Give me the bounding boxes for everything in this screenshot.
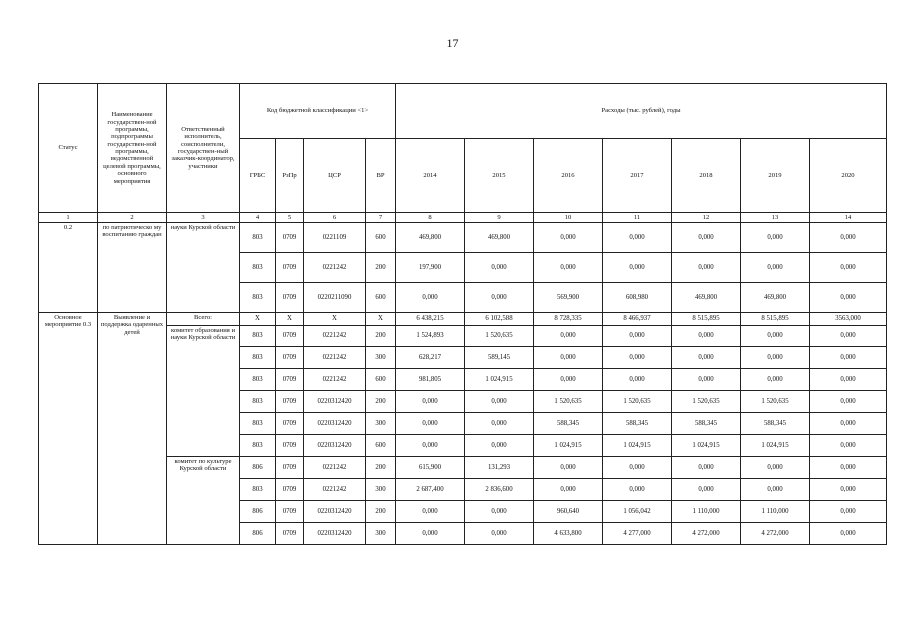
- rzpr-cell: 0709: [276, 283, 304, 313]
- amount-cell: 0,000: [534, 369, 603, 391]
- amount-cell: 4 272,000: [741, 523, 810, 545]
- csr-cell: 0221242: [304, 457, 366, 479]
- csr-cell: 0220312420: [304, 501, 366, 523]
- name-cell: по патриотическо му воспитанию граждан: [98, 223, 167, 313]
- amount-cell: 2 687,400: [396, 479, 465, 501]
- name-cell: Выявление и поддержка одаренных детей: [98, 313, 167, 545]
- grbs-cell: 803: [240, 223, 276, 253]
- amount-cell: 0,000: [741, 253, 810, 283]
- amount-cell: 0,000: [741, 347, 810, 369]
- vr-cell: 600: [366, 283, 396, 313]
- amount-cell: 0,000: [534, 347, 603, 369]
- header-expenses: Расходы (тыс. рублей), годы: [396, 84, 887, 139]
- amount-cell: 0,000: [810, 369, 887, 391]
- vr-cell: 600: [366, 369, 396, 391]
- responsible-cell: комитет образования и науки Курской области: [167, 326, 240, 457]
- amount-cell: 3563,000: [810, 313, 887, 326]
- amount-cell: 0,000: [396, 391, 465, 413]
- grbs-cell: 803: [240, 347, 276, 369]
- csr-cell: 0220211090: [304, 283, 366, 313]
- amount-cell: 0,000: [465, 283, 534, 313]
- col-number: 5: [276, 213, 304, 223]
- amount-cell: 589,145: [465, 347, 534, 369]
- header-year: 2018: [672, 139, 741, 213]
- amount-cell: 469,800: [672, 283, 741, 313]
- rzpr-cell: 0709: [276, 369, 304, 391]
- rzpr-cell: 0709: [276, 413, 304, 435]
- amount-cell: 0,000: [603, 326, 672, 347]
- rzpr-cell: 0709: [276, 326, 304, 347]
- amount-cell: 469,800: [465, 223, 534, 253]
- amount-cell: 0,000: [741, 479, 810, 501]
- amount-cell: 0,000: [741, 457, 810, 479]
- amount-cell: 0,000: [396, 501, 465, 523]
- amount-cell: 0,000: [603, 479, 672, 501]
- amount-cell: 0,000: [396, 283, 465, 313]
- grbs-cell: 806: [240, 501, 276, 523]
- amount-cell: 0,000: [672, 479, 741, 501]
- amount-cell: 1 024,915: [603, 435, 672, 457]
- amount-cell: 1 024,915: [465, 369, 534, 391]
- csr-cell: 0221242: [304, 369, 366, 391]
- amount-cell: 0,000: [396, 413, 465, 435]
- amount-cell: 0,000: [810, 523, 887, 545]
- rzpr-cell: 0709: [276, 457, 304, 479]
- budget-table: [38, 83, 887, 545]
- amount-cell: 0,000: [603, 369, 672, 391]
- amount-cell: 6 102,588: [465, 313, 534, 326]
- amount-cell: 0,000: [534, 457, 603, 479]
- amount-cell: 0,000: [810, 413, 887, 435]
- csr-cell: 0220312420: [304, 523, 366, 545]
- rzpr-cell: 0709: [276, 479, 304, 501]
- rzpr-cell: 0709: [276, 523, 304, 545]
- amount-cell: 469,800: [741, 283, 810, 313]
- amount-cell: 608,980: [603, 283, 672, 313]
- header-grbs: ГРБС: [240, 139, 276, 213]
- vr-cell: 300: [366, 347, 396, 369]
- amount-cell: 0,000: [810, 457, 887, 479]
- header-responsible: Ответственный исполнитель, соисполнители, государствен-ный заказчик-координатор, участники: [167, 84, 240, 213]
- amount-cell: 6 438,215: [396, 313, 465, 326]
- table-row: [39, 326, 887, 347]
- amount-cell: 0,000: [672, 457, 741, 479]
- header-year: 2017: [603, 139, 672, 213]
- column-number-row: [39, 213, 887, 223]
- amount-cell: 0,000: [672, 253, 741, 283]
- amount-cell: 569,900: [534, 283, 603, 313]
- col-number: 10: [534, 213, 603, 223]
- grbs-cell: 806: [240, 457, 276, 479]
- csr-cell: 0221242: [304, 326, 366, 347]
- header-year: 2015: [465, 139, 534, 213]
- grbs-cell: Х: [240, 313, 276, 326]
- amount-cell: 1 056,042: [603, 501, 672, 523]
- amount-cell: 0,000: [396, 523, 465, 545]
- table-row: [39, 313, 887, 326]
- page-number: 17: [446, 36, 459, 50]
- amount-cell: 588,345: [534, 413, 603, 435]
- col-number: 6: [304, 213, 366, 223]
- vr-cell: 200: [366, 253, 396, 283]
- csr-cell: 0220312420: [304, 391, 366, 413]
- vr-cell: 200: [366, 501, 396, 523]
- amount-cell: 8 728,335: [534, 313, 603, 326]
- amount-cell: 981,805: [396, 369, 465, 391]
- rzpr-cell: 0709: [276, 435, 304, 457]
- amount-cell: 0,000: [672, 326, 741, 347]
- header-year: 2016: [534, 139, 603, 213]
- amount-cell: 0,000: [603, 457, 672, 479]
- amount-cell: 0,000: [741, 326, 810, 347]
- rzpr-cell: Х: [276, 313, 304, 326]
- rzpr-cell: 0709: [276, 347, 304, 369]
- total-label: Всего:: [167, 313, 240, 326]
- grbs-cell: 803: [240, 435, 276, 457]
- amount-cell: 0,000: [672, 223, 741, 253]
- col-number: 3: [167, 213, 240, 223]
- csr-cell: Х: [304, 313, 366, 326]
- amount-cell: 588,345: [672, 413, 741, 435]
- csr-cell: 0221242: [304, 347, 366, 369]
- rzpr-cell: 0709: [276, 391, 304, 413]
- csr-cell: 0221242: [304, 253, 366, 283]
- amount-cell: 469,800: [396, 223, 465, 253]
- amount-cell: 1 520,635: [534, 391, 603, 413]
- amount-cell: 0,000: [534, 253, 603, 283]
- amount-cell: 1 520,635: [603, 391, 672, 413]
- rzpr-cell: 0709: [276, 253, 304, 283]
- rzpr-cell: 0709: [276, 501, 304, 523]
- amount-cell: 0,000: [465, 413, 534, 435]
- amount-cell: 0,000: [465, 501, 534, 523]
- col-number: 7: [366, 213, 396, 223]
- amount-cell: 1 520,635: [672, 391, 741, 413]
- amount-cell: 588,345: [603, 413, 672, 435]
- col-number: 12: [672, 213, 741, 223]
- status-cell: 0.2: [39, 223, 98, 313]
- amount-cell: 0,000: [465, 435, 534, 457]
- amount-cell: 0,000: [741, 369, 810, 391]
- header-name: Наименование государствен-ной программы, подпрограммы государствен-ной программы, ведомственной целевой программы, основного мероприятия: [98, 84, 167, 213]
- rzpr-cell: 0709: [276, 223, 304, 253]
- amount-cell: 1 520,635: [741, 391, 810, 413]
- amount-cell: 0,000: [810, 391, 887, 413]
- amount-cell: 2 836,600: [465, 479, 534, 501]
- amount-cell: 628,217: [396, 347, 465, 369]
- amount-cell: 0,000: [672, 347, 741, 369]
- amount-cell: 1 024,915: [534, 435, 603, 457]
- amount-cell: 615,900: [396, 457, 465, 479]
- vr-cell: 200: [366, 457, 396, 479]
- vr-cell: 600: [366, 435, 396, 457]
- amount-cell: 0,000: [603, 253, 672, 283]
- amount-cell: 960,640: [534, 501, 603, 523]
- grbs-cell: 803: [240, 391, 276, 413]
- csr-cell: 0220312420: [304, 413, 366, 435]
- col-number: 13: [741, 213, 810, 223]
- amount-cell: 0,000: [810, 326, 887, 347]
- amount-cell: 0,000: [465, 523, 534, 545]
- amount-cell: 0,000: [810, 283, 887, 313]
- amount-cell: 0,000: [603, 347, 672, 369]
- amount-cell: 4 277,000: [603, 523, 672, 545]
- amount-cell: 1 110,000: [741, 501, 810, 523]
- header-budget-code: Код бюджетной классификации <1>: [240, 84, 396, 139]
- grbs-cell: 803: [240, 413, 276, 435]
- header-status: Статус: [39, 84, 98, 213]
- col-number: 11: [603, 213, 672, 223]
- amount-cell: 0,000: [603, 223, 672, 253]
- responsible-cell: комитет по культуре Курской области: [167, 457, 240, 545]
- header-vr: ВР: [366, 139, 396, 213]
- header-rzpr: РзПр: [276, 139, 304, 213]
- amount-cell: 0,000: [810, 223, 887, 253]
- amount-cell: 8 515,895: [672, 313, 741, 326]
- amount-cell: 4 272,000: [672, 523, 741, 545]
- col-number: 8: [396, 213, 465, 223]
- amount-cell: 1 110,000: [672, 501, 741, 523]
- csr-cell: 0221242: [304, 479, 366, 501]
- amount-cell: 197,900: [396, 253, 465, 283]
- grbs-cell: 803: [240, 369, 276, 391]
- amount-cell: 0,000: [534, 326, 603, 347]
- vr-cell: 300: [366, 523, 396, 545]
- amount-cell: 0,000: [465, 391, 534, 413]
- amount-cell: 1 524,893: [396, 326, 465, 347]
- header-year: 2020: [810, 139, 887, 213]
- table-row: [39, 223, 887, 253]
- csr-cell: 0221109: [304, 223, 366, 253]
- amount-cell: 8 466,937: [603, 313, 672, 326]
- col-number: 9: [465, 213, 534, 223]
- vr-cell: Х: [366, 313, 396, 326]
- header-csr: ЦСР: [304, 139, 366, 213]
- amount-cell: 0,000: [741, 223, 810, 253]
- header-year: 2019: [741, 139, 810, 213]
- table-row: [39, 457, 887, 479]
- vr-cell: 300: [366, 479, 396, 501]
- vr-cell: 200: [366, 391, 396, 413]
- amount-cell: 0,000: [810, 501, 887, 523]
- col-number: 4: [240, 213, 276, 223]
- col-number: 14: [810, 213, 887, 223]
- csr-cell: 0220312420: [304, 435, 366, 457]
- amount-cell: 0,000: [534, 479, 603, 501]
- amount-cell: 8 515,895: [741, 313, 810, 326]
- amount-cell: 0,000: [534, 223, 603, 253]
- amount-cell: 131,293: [465, 457, 534, 479]
- header-year: 2014: [396, 139, 465, 213]
- grbs-cell: 806: [240, 523, 276, 545]
- vr-cell: 600: [366, 223, 396, 253]
- amount-cell: 1 024,915: [672, 435, 741, 457]
- amount-cell: 0,000: [672, 369, 741, 391]
- vr-cell: 300: [366, 413, 396, 435]
- amount-cell: 0,000: [810, 253, 887, 283]
- amount-cell: 0,000: [810, 347, 887, 369]
- grbs-cell: 803: [240, 253, 276, 283]
- vr-cell: 200: [366, 326, 396, 347]
- amount-cell: 0,000: [465, 253, 534, 283]
- grbs-cell: 803: [240, 326, 276, 347]
- col-number: 1: [39, 213, 98, 223]
- status-cell: Основное мероприятие 0.3: [39, 313, 98, 545]
- grbs-cell: 803: [240, 283, 276, 313]
- amount-cell: 1 520,635: [465, 326, 534, 347]
- amount-cell: 0,000: [810, 435, 887, 457]
- amount-cell: 0,000: [396, 435, 465, 457]
- amount-cell: 0,000: [810, 479, 887, 501]
- amount-cell: 4 633,800: [534, 523, 603, 545]
- amount-cell: 588,345: [741, 413, 810, 435]
- col-number: 2: [98, 213, 167, 223]
- responsible-cell: науки Курской области: [167, 223, 240, 313]
- grbs-cell: 803: [240, 479, 276, 501]
- amount-cell: 1 024,915: [741, 435, 810, 457]
